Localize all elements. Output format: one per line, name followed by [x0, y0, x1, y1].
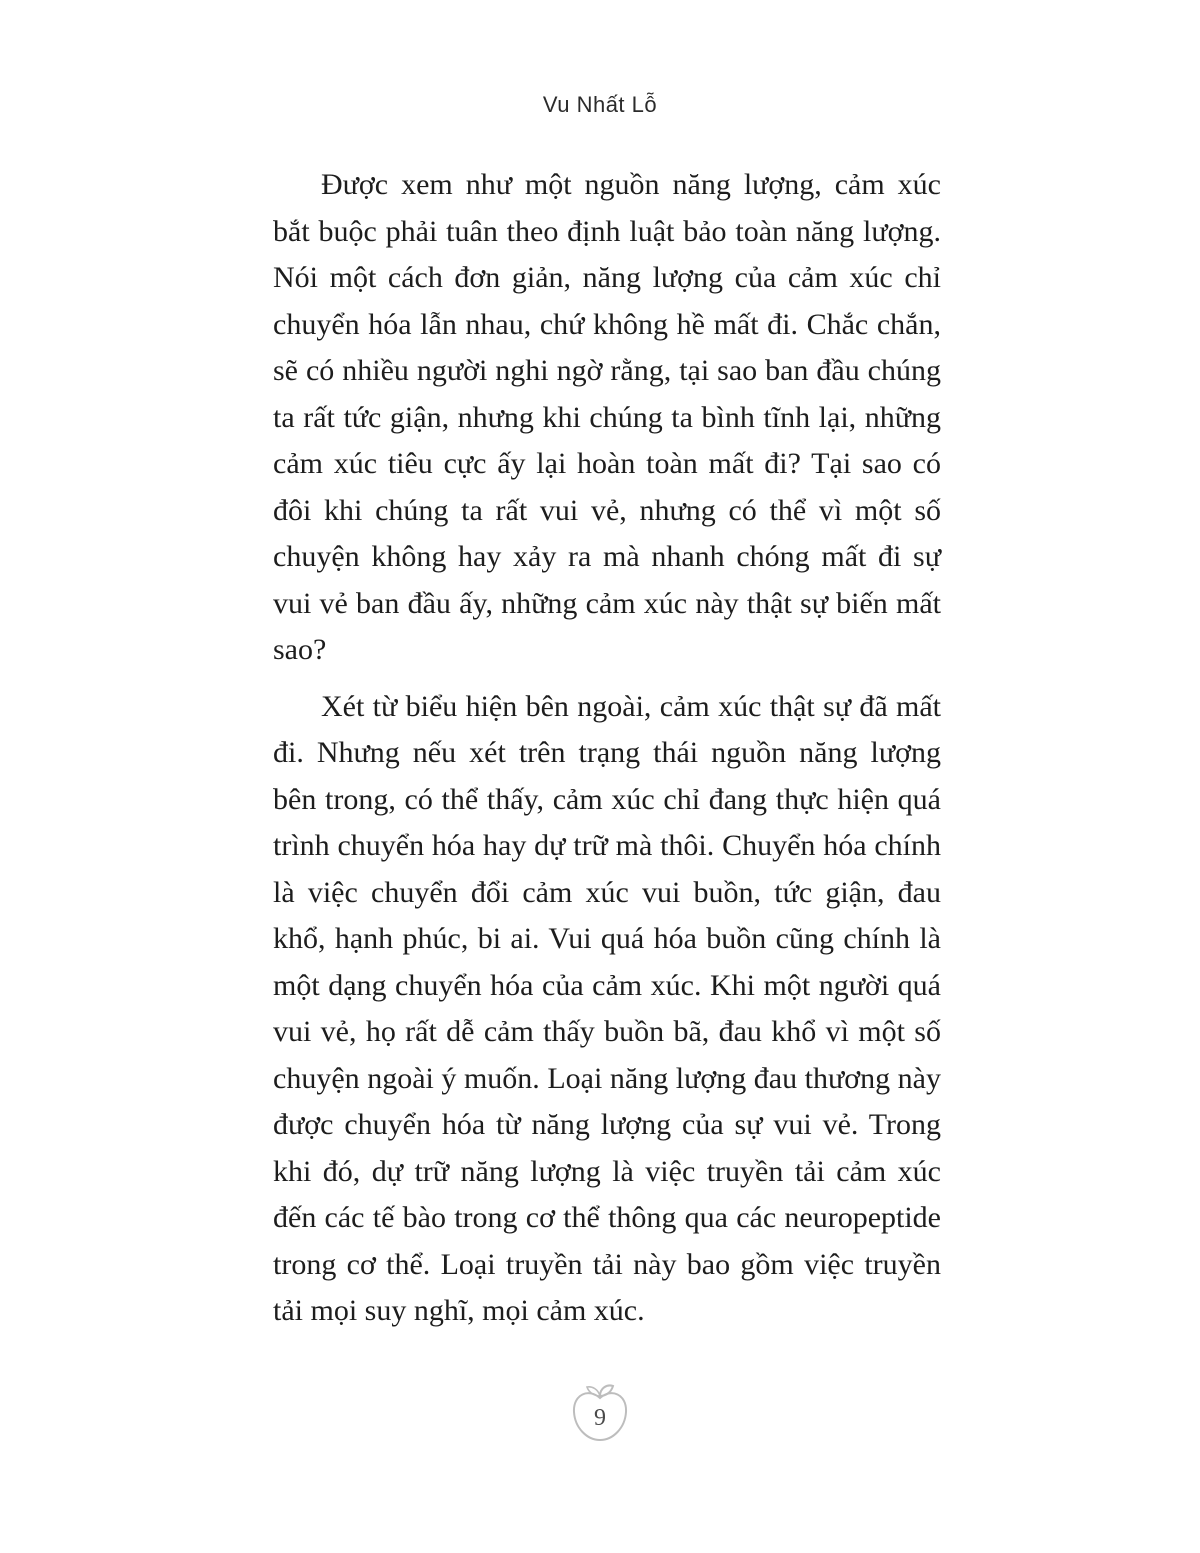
page-header-author: Vu Nhất Lỗ: [542, 92, 658, 117]
paragraph-1: Được xem như một nguồn năng lượng, cảm xúc bắt buộc phải tuân theo định luật bảo toàn năng lượng. Nói một cách đơn giản, năng lượng của cảm xúc chỉ chuyển hóa lẫn nhau, chứ không hề mất đi. Chắc chắn, sẽ có nhiều người nghi ngờ rằng, tại sao ban đầu chúng ta rất tức giận, nhưng khi chúng ta bình tĩnh lại, những cảm xúc tiêu cực ấy lại hoàn toàn mất đi? Tại sao có đôi khi chúng ta rất vui vẻ, nhưng có thể vì một số chuyện không hay xảy ra mà nhanh chóng mất đi sự vui vẻ ban đầu ấy, những cảm xúc này thật sự biến mất sao?: [273, 168, 941, 666]
apple-page-number-badge: [564, 1381, 636, 1449]
paragraph-2: Xét từ biểu hiện bên ngoài, cảm xúc thật sự đã mất đi. Nhưng nếu xét trên trạng thái nguồn năng lượng bên trong, có thể thấy, cảm xúc chỉ đang thực hiện quá trình chuyển hóa hay dự trữ mà thôi. Chuyển hóa chính là việc chuyển đổi cảm xúc vui buồn, tức giận, đau khổ, hạnh phúc, bi ai. Vui quá hóa buồn cũng chính là một dạng chuyển hóa của cảm xúc. Khi một người quá vui vẻ, họ rất dễ cảm thấy buồn bã, đau khổ vì một số chuyện ngoài ý muốn. Loại năng lượng đau thương này được chuyển hóa từ năng lượng của sự vui vẻ. Trong khi đó, dự trữ năng lượng là việc truyền tải cảm xúc đến các tế bào trong cơ thể thông qua các neuropeptide trong cơ thể. Loại truyền tải này bao gồm việc truyền tải mọi suy nghĩ, mọi cảm xúc.: [273, 689, 941, 1327]
page-number: 9: [594, 1405, 606, 1431]
page-body: [273, 162, 941, 1345]
page-footer: [0, 1381, 1200, 1449]
